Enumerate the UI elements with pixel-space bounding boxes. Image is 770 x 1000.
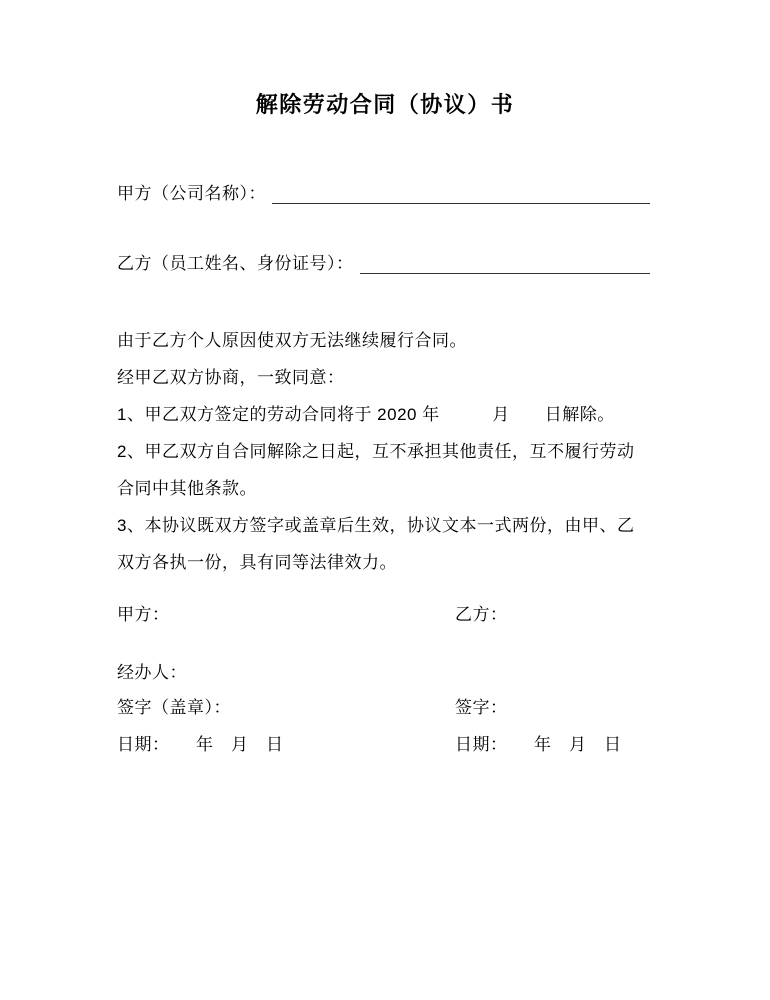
party-b-date-label: 日期： 年 月 日 [455, 735, 622, 754]
party-a-sign-seal-label: 签字（盖章）： [117, 698, 231, 717]
agreement-body [117, 322, 662, 581]
clause-2-line-2: 合同中其他条款。 [117, 479, 257, 498]
intro-line: 由于乙方个人原因使双方无法继续履行合同。 [117, 331, 467, 350]
agent-label: 经办人： [117, 663, 187, 682]
party-b-signature-label: 乙方： [455, 605, 508, 624]
document-title: 解除劳动合同（协议）书 [255, 92, 515, 117]
clause-2-line-1: 2、甲乙双方自合同解除之日起，互不承担其他责任，互不履行劳动 [117, 442, 635, 461]
signature-row-agent [117, 661, 770, 685]
clause-3-line-1: 3、本协议既双方签字或盖章后生效，协议文本一式两份，由甲、乙 [117, 516, 635, 535]
clause-1-line: 1、甲乙双方签定的劳动合同将于 2020 年 月 日解除。 [117, 405, 615, 424]
agreement-lead-line: 经甲乙双方协商，一致同意： [117, 368, 345, 387]
signature-row-sign [117, 696, 770, 720]
signature-row-parties [117, 603, 770, 627]
party-a-date-label: 日期： 年 月 日 [117, 735, 284, 754]
party-a-field-row [117, 182, 650, 204]
party-b-sign-label: 签字： [455, 698, 508, 717]
party-a-fill-line[interactable] [272, 182, 650, 204]
clause-3-line-2: 双方各执一份，具有同等法律效力。 [117, 553, 397, 572]
party-a-field-label: 甲方（公司名称）： [117, 184, 266, 203]
signature-row-date [117, 733, 770, 757]
party-a-signature-label: 甲方： [117, 605, 170, 624]
party-b-field-label: 乙方（员工姓名、身份证号）： [117, 254, 354, 273]
party-b-field-row [117, 252, 650, 274]
party-b-fill-line[interactable] [360, 252, 651, 274]
